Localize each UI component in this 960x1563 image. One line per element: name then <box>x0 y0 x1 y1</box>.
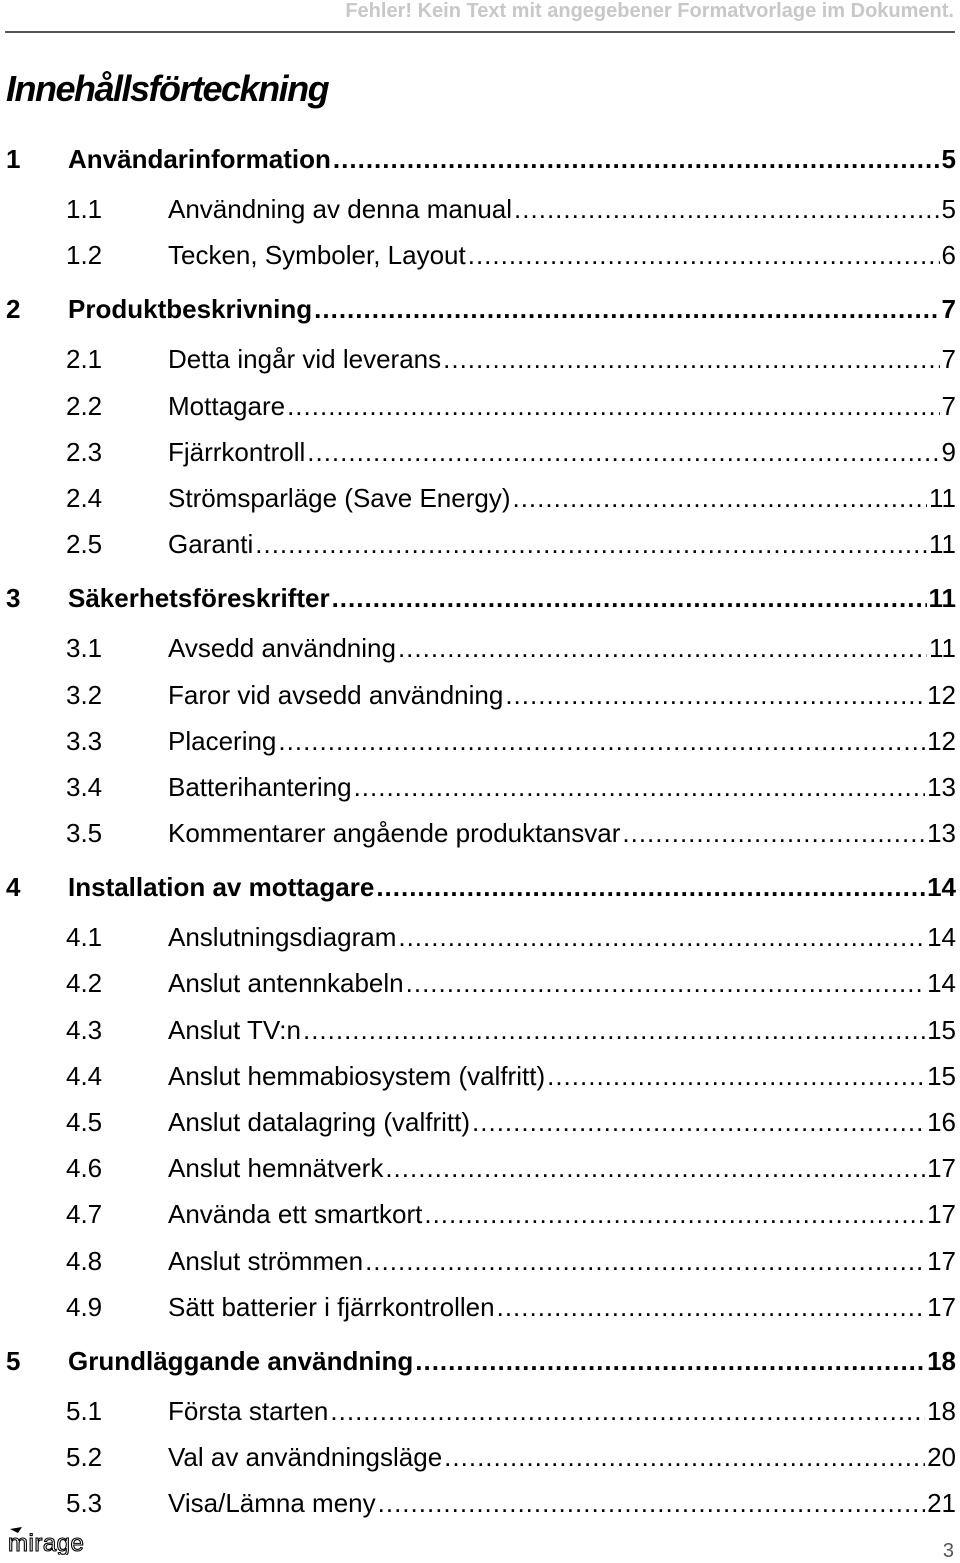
toc-entry-page: 5 <box>941 194 956 224</box>
dot-leader <box>332 571 927 625</box>
toc-entry-number: 2.1 <box>66 344 103 375</box>
toc-entry-title: Produktbeskrivning <box>68 294 313 325</box>
toc-section-entry[interactable] <box>6 1388 956 1434</box>
toc-chapter-entry[interactable] <box>6 282 956 336</box>
toc-entry-title: Användarinformation <box>68 144 331 174</box>
toc-entry-title: Grundläggande användning <box>68 1345 414 1376</box>
toc-entry-number: 4.2 <box>66 968 103 999</box>
toc-entry-page: 16 <box>927 1107 956 1137</box>
toc-entry-number: 1.2 <box>66 240 103 271</box>
toc-entry-page: 11 <box>929 482 956 513</box>
toc-entry-title: Säkerhetsföreskrifter <box>68 583 330 614</box>
toc-entry-number: 4.5 <box>66 1107 103 1137</box>
toc-entry-title: Faror vid avsedd användning <box>168 679 504 710</box>
dot-leader <box>365 1238 925 1284</box>
toc-section-entry[interactable] <box>6 383 956 429</box>
table-of-contents <box>6 132 956 1527</box>
toc-chapter-entry[interactable] <box>6 571 956 625</box>
toc-entry-title: Använda ett smartkort <box>168 1199 423 1230</box>
dot-leader <box>497 1284 925 1330</box>
toc-entry-title: Användning av denna manual <box>168 194 513 224</box>
dot-leader <box>376 860 925 914</box>
toc-chapter-entry[interactable] <box>6 1334 956 1388</box>
dot-leader <box>443 336 939 382</box>
toc-entry-title: Garanti <box>168 529 254 560</box>
toc-entry-page: 18 <box>927 1345 956 1376</box>
toc-entry-title: Anslutningsdiagram <box>168 922 397 953</box>
mirage-logo <box>8 1525 108 1555</box>
toc-entry-number: 2.4 <box>66 482 103 513</box>
toc-entry-number: 4.6 <box>66 1153 103 1184</box>
running-header: Fehler! Kein Text mit angegebener Formatvorlage im Dokument. <box>345 0 954 22</box>
toc-entry-title: Kommentarer angående produktansvar <box>168 818 621 849</box>
dot-leader <box>398 625 927 671</box>
toc-entry-title: Detta ingår vid leverans <box>168 344 442 375</box>
toc-entry-number: 2.2 <box>66 390 103 421</box>
dot-leader <box>385 1145 925 1191</box>
toc-entry-page: 20 <box>927 1442 956 1473</box>
dot-leader <box>278 718 925 764</box>
toc-entry-page: 11 <box>928 583 956 614</box>
toc-entry-title: Fjärrkontroll <box>168 436 306 467</box>
toc-entry-number: 4 <box>6 872 21 903</box>
toc-entry-number: 5.3 <box>66 1488 103 1519</box>
toc-entry-number: 2.5 <box>66 529 103 560</box>
toc-section-entry[interactable] <box>6 429 956 475</box>
toc-section-entry[interactable] <box>6 232 956 278</box>
toc-entry-page: 7 <box>941 344 956 375</box>
toc-entry-page: 17 <box>927 1291 956 1322</box>
toc-entry-page: 14 <box>927 922 956 953</box>
toc-entry-page: 17 <box>927 1153 956 1184</box>
dot-leader <box>307 429 939 475</box>
toc-entry-page: 9 <box>941 436 956 467</box>
toc-entry-title: Mottagare <box>168 390 286 421</box>
toc-entry-page: 15 <box>927 1014 956 1045</box>
dot-leader <box>468 232 940 278</box>
toc-entry-number: 5.2 <box>66 1442 103 1473</box>
toc-entry-number: 4.8 <box>66 1245 103 1276</box>
toc-entry-title: Tecken, Symboler, Layout <box>168 240 466 271</box>
toc-entry-page: 17 <box>927 1199 956 1230</box>
toc-entry-page: 11 <box>929 529 956 560</box>
toc-section-entry[interactable] <box>6 336 956 382</box>
toc-entry-page: 18 <box>927 1395 956 1426</box>
dot-leader <box>415 1334 925 1388</box>
dot-leader <box>287 383 939 429</box>
dot-leader <box>378 1480 925 1526</box>
toc-section-entry[interactable] <box>6 625 956 671</box>
toc-section-entry[interactable] <box>6 672 956 718</box>
toc-entry-page: 11 <box>929 633 956 664</box>
toc-section-entry[interactable] <box>6 960 956 1006</box>
toc-section-entry[interactable] <box>6 186 956 232</box>
dot-leader <box>398 914 925 960</box>
dot-leader <box>472 1099 925 1145</box>
toc-entry-page: 13 <box>927 771 956 802</box>
toc-section-entry[interactable] <box>6 521 956 567</box>
toc-section-entry[interactable] <box>6 1191 956 1237</box>
toc-entry-page: 5 <box>941 144 956 174</box>
toc-chapter-entry[interactable] <box>6 132 956 186</box>
toc-entry-number: 4.4 <box>66 1060 103 1091</box>
toc-entry-title: Anslut hemmabiosystem (valfritt) <box>168 1060 546 1091</box>
toc-entry-title: Installation av mottagare <box>68 872 375 903</box>
dot-leader <box>505 672 925 718</box>
toc-section-entry[interactable] <box>6 764 956 810</box>
toc-entry-number: 2 <box>6 294 21 325</box>
toc-entry-title: Anslut antennkabeln <box>168 968 404 999</box>
toc-section-entry[interactable] <box>6 1480 956 1526</box>
toc-entry-number: 5 <box>6 1345 21 1376</box>
toc-entry-page: 6 <box>941 240 956 271</box>
toc-section-entry[interactable] <box>6 1238 956 1284</box>
toc-entry-title: Batterihantering <box>168 771 352 802</box>
toc-entry-number: 3.3 <box>66 725 103 756</box>
toc-entry-number: 3.4 <box>66 771 103 802</box>
toc-entry-page: 14 <box>927 968 956 999</box>
toc-entry-title: Anslut hemnätverk <box>168 1153 384 1184</box>
toc-entry-title: Val av användningsläge <box>168 1442 443 1473</box>
toc-entry-number: 3.2 <box>66 679 103 710</box>
dot-leader <box>424 1191 925 1237</box>
dot-leader <box>406 960 925 1006</box>
toc-entry-page: 12 <box>927 725 956 756</box>
dot-leader <box>444 1434 925 1480</box>
dot-leader <box>303 1007 925 1053</box>
dot-leader <box>514 186 939 232</box>
toc-entry-title: Anslut datalagring (valfritt) <box>168 1107 471 1137</box>
toc-section-entry[interactable] <box>6 914 956 960</box>
toc-section-entry[interactable] <box>6 1284 956 1330</box>
dot-leader <box>330 1388 925 1434</box>
toc-entry-number: 4.1 <box>66 922 103 953</box>
toc-entry-number: 4.3 <box>66 1014 103 1045</box>
dot-leader <box>622 810 925 856</box>
toc-entry-number: 3.5 <box>66 818 103 849</box>
toc-entry-number: 5.1 <box>66 1395 103 1426</box>
toc-section-entry[interactable] <box>6 475 956 521</box>
toc-entry-page: 13 <box>927 818 956 849</box>
toc-entry-page: 12 <box>927 679 956 710</box>
toc-entry-number: 3.1 <box>66 633 103 664</box>
toc-entry-title: Sätt batterier i fjärrkontrollen <box>168 1291 495 1322</box>
dot-leader <box>547 1053 925 1099</box>
toc-entry-page: 7 <box>941 294 956 325</box>
toc-entry-number: 4.7 <box>66 1199 103 1230</box>
toc-entry-number: 4.9 <box>66 1291 103 1322</box>
toc-section-entry[interactable] <box>6 1145 956 1191</box>
toc-entry-page: 21 <box>927 1488 956 1519</box>
header-divider <box>5 31 955 33</box>
toc-entry-title: Visa/Lämna meny <box>168 1488 376 1519</box>
page-number: 3 <box>942 1540 954 1562</box>
toc-section-entry[interactable] <box>6 1099 956 1145</box>
toc-section-entry[interactable] <box>6 810 956 856</box>
toc-section-entry[interactable] <box>6 718 956 764</box>
toc-entry-title: Anslut TV:n <box>168 1014 301 1045</box>
toc-section-entry[interactable] <box>6 1053 956 1099</box>
toc-entry-title: Anslut strömmen <box>168 1245 364 1276</box>
dot-leader <box>314 282 939 336</box>
mirage-logo-graphic <box>8 1525 108 1555</box>
toc-entry-number: 1 <box>6 144 21 174</box>
dot-leader <box>354 764 926 810</box>
toc-entry-title: Strömsparläge (Save Energy) <box>168 482 511 513</box>
toc-entry-number: 2.3 <box>66 436 103 467</box>
dot-leader <box>333 132 940 186</box>
toc-title: Innehållsförteckning <box>6 68 329 109</box>
svg-text:mirage: mirage <box>8 1530 85 1555</box>
dot-leader <box>512 475 927 521</box>
toc-entry-page: 15 <box>927 1060 956 1091</box>
toc-entry-number: 3 <box>6 583 21 614</box>
toc-entry-page: 17 <box>927 1245 956 1276</box>
toc-chapter-entry[interactable] <box>6 860 956 914</box>
toc-entry-page: 14 <box>927 872 956 903</box>
toc-section-entry[interactable] <box>6 1007 956 1053</box>
toc-entry-number: 1.1 <box>66 194 103 224</box>
dot-leader <box>255 521 927 567</box>
toc-entry-title: Första starten <box>168 1395 329 1426</box>
toc-section-entry[interactable] <box>6 1434 956 1480</box>
toc-entry-page: 7 <box>941 390 956 421</box>
toc-entry-title: Avsedd användning <box>168 633 396 664</box>
toc-entry-title: Placering <box>168 725 277 756</box>
